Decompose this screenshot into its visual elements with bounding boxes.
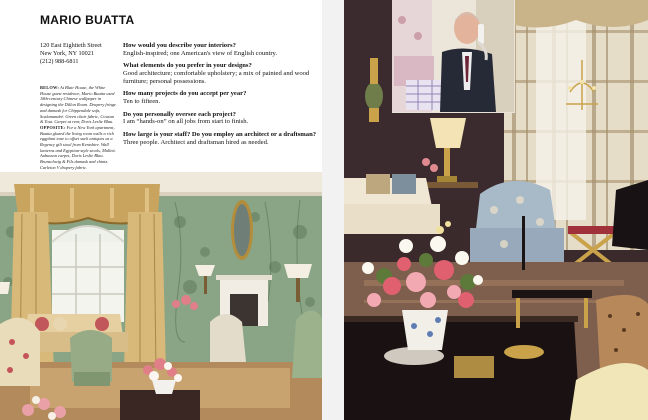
qa-question: What elements do you prefer in your designs? [123, 62, 252, 70]
qa-question: How large is your staff? Do you employ an architect or a draftsman? [123, 131, 317, 139]
qa-item [123, 111, 319, 126]
designer-portrait-photo [392, 0, 515, 113]
address-phone: (212) 988-6811 [40, 58, 79, 66]
qa-item [123, 131, 319, 146]
qa-question: How many projects do you accept per year? [123, 90, 247, 98]
address-street: 120 East Eightieth Street [40, 42, 102, 49]
dillon-room-photo [0, 172, 322, 420]
qa-question: Do you personally oversee each project? [123, 110, 236, 118]
qa-item [123, 42, 319, 57]
page-gutter [322, 0, 344, 420]
address-city: New York, NY 10021 [40, 50, 94, 58]
photo-caption [40, 85, 116, 171]
right-page [344, 0, 648, 420]
designer-name: MARIO BUATTA [40, 13, 135, 27]
qa-question: How would you describe your interiors? [123, 42, 236, 49]
qa-answer: Ten to fifteen. [123, 97, 161, 105]
left-page [0, 0, 322, 420]
qa-answer: Three people. Architect and draftsman hired as needed. [123, 138, 269, 146]
caption-lead-opposite: OPPOSITE: [40, 124, 66, 130]
qa-answer: I am “hands-on” on all jobs from start to finish. [123, 118, 249, 126]
interview-qa [123, 42, 319, 151]
qa-item [123, 90, 319, 105]
qa-item [123, 62, 319, 85]
caption-lead-below: BELOW: [40, 85, 60, 90]
qa-answer: English-inspired; one American's view of English country. [123, 49, 278, 57]
address-block [40, 42, 102, 67]
caption-text-below: At Blair House, the White House guest residence, Mario Buatta used 18th-century Chinese wallpaper in designing the Dillon Room. Drapery fringe and damask for Chippendale sofa, Scalamandré. Green chair fabric, Cowtan & Tout. Carpet at rear, Doris Leslie Blau. [40, 85, 116, 125]
caption-text-opposite: For a New York apartment, Buatta glazed the living room walls a rich eggplant tone to offset such antiques as a Regency gilt stool from Kentshire. Wall lanterns and Egyptian-style stools, Mallett. Aubusson carpet, Doris Leslie Blau. Brunschwig & Fils damask and chintz. Carleton V drapery fabric. [40, 124, 116, 170]
qa-answer: Good architecture; comfortable upholstery; a mix of painted and wood furniture; personal possessions. [123, 69, 310, 85]
